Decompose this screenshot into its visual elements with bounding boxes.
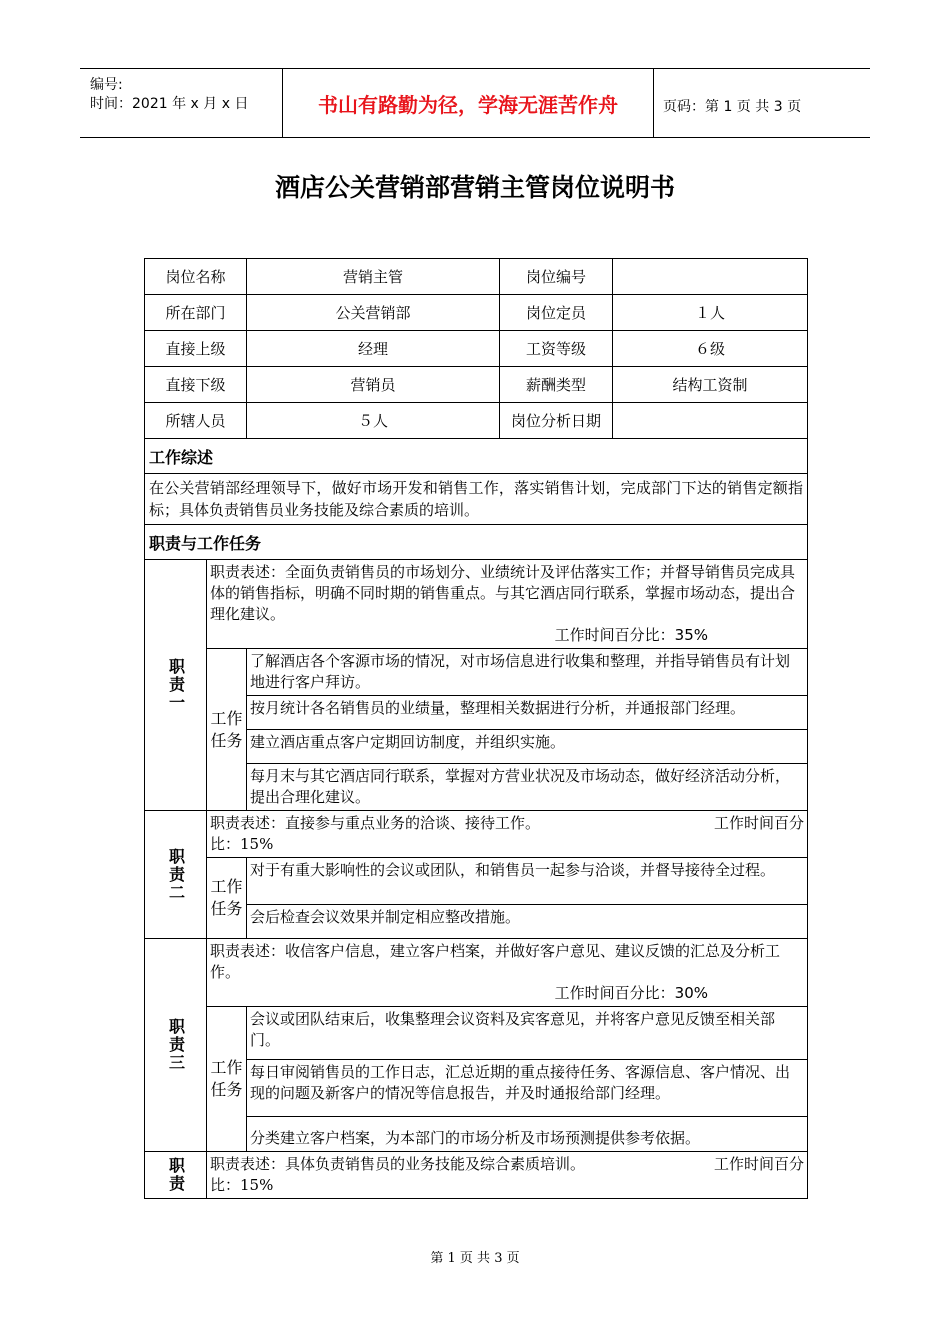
info-value: 结构工资制 <box>613 367 808 403</box>
info-value: ５人 <box>247 403 500 439</box>
info-value: ６级 <box>613 331 808 367</box>
info-value: 营销员 <box>247 367 500 403</box>
info-label: 直接上级 <box>145 331 247 367</box>
duty-time-pct: 工作时间百分比：30% <box>554 984 709 1002</box>
task-item: 每日审阅销售员的工作日志，汇总近期的重点接待任务、客源信息、客户情况、出现的问题及新客户的情况等信息报告，并及时通报给部门经理。 <box>247 1060 808 1117</box>
duty-description <box>207 1152 808 1199</box>
task-label <box>207 858 247 939</box>
duty-label-text: 职责二 <box>166 847 186 902</box>
task-item: 对于有重大影响性的会议或团队，和销售员一起参与洽谈，并督导接待全过程。 <box>247 858 808 905</box>
duty-row <box>145 811 808 858</box>
header-meta <box>80 69 283 137</box>
page-info: 页码：第 1 页 共 3 页 <box>663 99 802 115</box>
job-description-table <box>144 258 808 1199</box>
duty-label-text: 职责一 <box>166 658 186 712</box>
duty-label <box>145 811 207 939</box>
info-label: 所在部门 <box>145 295 247 331</box>
duty-label <box>145 1152 207 1199</box>
duty-desc-text: 职责表述：收信客户信息，建立客户档案，并做好客户意见、建议反馈的汇总及分析工作。 <box>210 942 781 981</box>
info-row <box>145 295 808 331</box>
task-label <box>207 1007 247 1152</box>
duty-time-pct-cont: 比：15% <box>210 1176 274 1194</box>
time-label: 时间：2021 年 x 月 x 日 <box>90 96 249 112</box>
task-item: 按月统计各名销售员的业绩量，整理相关数据进行分析，并通报部门经理。 <box>247 696 808 730</box>
info-label: 岗位编号 <box>500 259 613 295</box>
duty-time-pct: 工作时间百分比：35% <box>554 626 709 644</box>
duties-heading: 职责与工作任务 <box>145 525 808 560</box>
duty-row <box>145 1152 808 1199</box>
info-value: １人 <box>613 295 808 331</box>
info-value: 公关营销部 <box>247 295 500 331</box>
duty-time-pct: 工作时间百分 <box>714 1155 805 1173</box>
task-label-text: 工作任务 <box>210 1058 243 1099</box>
task-label <box>207 649 247 811</box>
info-value: 营销主管 <box>247 259 500 295</box>
task-item: 每月末与其它酒店同行联系，掌握对方营业状况及市场动态，做好经济活动分析，提出合理化建议。 <box>247 764 808 811</box>
summary-heading: 工作综述 <box>145 439 808 474</box>
task-row <box>145 858 808 905</box>
page-footer: 第 1 页 共 3 页 <box>430 1251 520 1266</box>
document-title: 酒店公关营销部营销主管岗位说明书 <box>274 173 675 202</box>
info-label: 岗位名称 <box>145 259 247 295</box>
info-row <box>145 367 808 403</box>
task-item: 会后检查会议效果并制定相应整改措施。 <box>247 905 808 939</box>
task-label-text: 工作任务 <box>210 708 243 750</box>
info-value: 经理 <box>247 331 500 367</box>
duty-label <box>145 939 207 1152</box>
duty-label-text: 职责三 <box>166 1018 186 1072</box>
duty-label-text: 职责 <box>166 1157 186 1193</box>
duty-desc-text: 职责表述：全面负责销售员的市场划分、业绩统计及评估落实工作；并督导销售员完成具体的销售指标，明确不同时期的销售重点。与其它酒店同行联系，掌握市场动态，提出合理化建议。 <box>210 563 796 623</box>
info-row <box>145 403 808 439</box>
info-label: 薪酬类型 <box>500 367 613 403</box>
info-label: 岗位分析日期 <box>500 403 613 439</box>
duty-desc-text: 职责表述：具体负责销售员的业务技能及综合素质培训。 <box>210 1155 586 1173</box>
duty-row <box>145 939 808 1007</box>
duty-description <box>207 811 808 858</box>
duty-time-pct: 工作时间百分 <box>714 814 805 832</box>
info-label: 直接下级 <box>145 367 247 403</box>
info-label: 工资等级 <box>500 331 613 367</box>
duty-time-pct-cont: 比：15% <box>210 835 274 853</box>
task-label-text: 工作任务 <box>210 877 243 918</box>
task-item: 分类建立客户档案，为本部门的市场分析及市场预测提供参考依据。 <box>247 1117 808 1152</box>
info-label: 岗位定员 <box>500 295 613 331</box>
task-item: 会议或团队结束后，收集整理会议资料及宾客意见，并将客户意见反馈至相关部门。 <box>247 1007 808 1060</box>
duty-description <box>207 939 808 1007</box>
task-row <box>145 1007 808 1060</box>
page-header <box>80 68 870 138</box>
code-label: 编号: <box>90 77 123 93</box>
duty-label <box>145 560 207 811</box>
duty-description <box>207 560 808 649</box>
info-value <box>613 403 808 439</box>
task-row <box>145 649 808 696</box>
info-row <box>145 331 808 367</box>
duty-desc-text: 职责表述：直接参与重点业务的洽谈、接待工作。 <box>210 814 541 832</box>
info-value <box>613 259 808 295</box>
duty-row <box>145 560 808 649</box>
task-item: 建立酒店重点客户定期回访制度，并组织实施。 <box>247 730 808 764</box>
task-item: 了解酒店各个客源市场的情况，对市场信息进行收集和整理，并指导销售员有计划地进行客户拜访。 <box>247 649 808 696</box>
info-row <box>145 259 808 295</box>
summary-text: 在公关营销部经理领导下，做好市场开发和销售工作，落实销售计划，完成部门下达的销售定额指标；具体负责销售员业务技能及综合素质的培训。 <box>145 474 808 525</box>
info-label: 所辖人员 <box>145 403 247 439</box>
motto: 书山有路勤为径，学海无涯苦作舟 <box>283 69 654 137</box>
